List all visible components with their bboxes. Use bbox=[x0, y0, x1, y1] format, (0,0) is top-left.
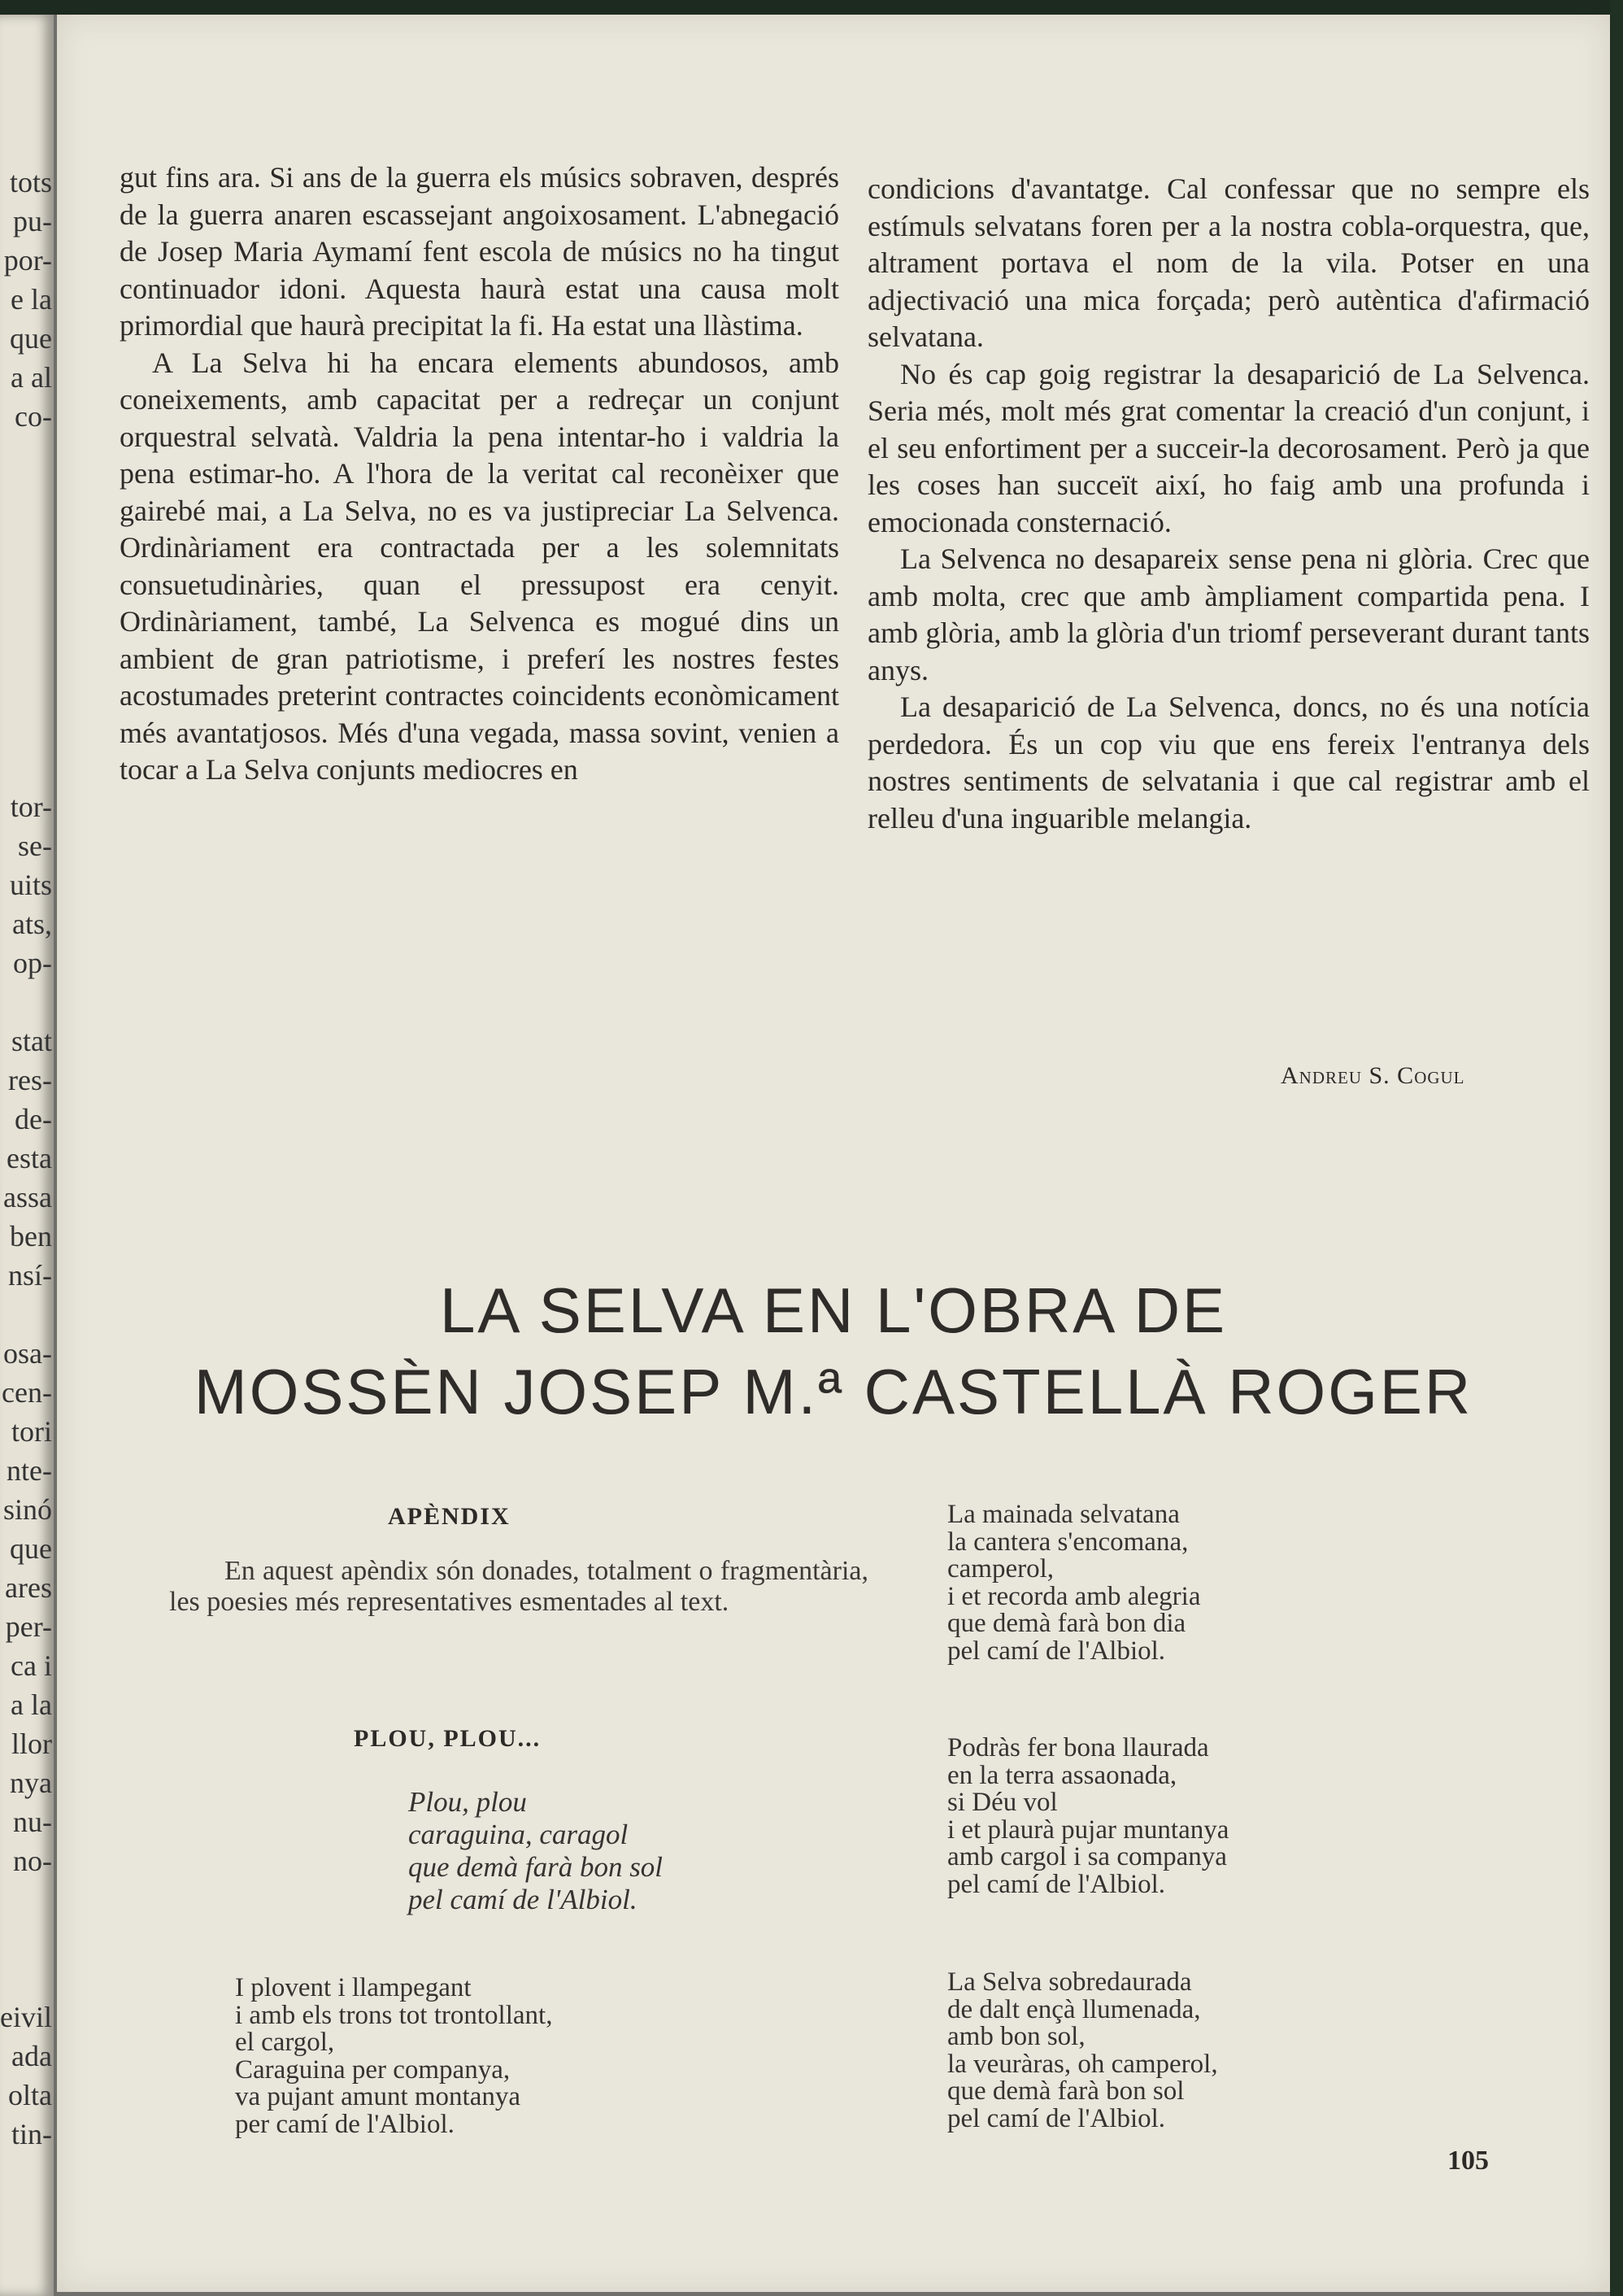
article-title-line1: LA SELVA EN L'OBRA DE bbox=[439, 1274, 1228, 1346]
verse-line: i amb els trons tot trontollant, bbox=[235, 2000, 553, 2030]
poem-stanza-left bbox=[235, 1975, 552, 2138]
verse-line: de dalt ençà llumenada, bbox=[947, 1994, 1201, 2024]
verse-line: amb bon sol, bbox=[947, 2022, 1086, 2051]
facing-page-fragments: tots pu- por- e la que a al co- tor- se- uits ats, op- stat res- de- esta assa ben nsí- osa- cen- tori nte- sinó que ares per- ca i a la llor nya nu- no- eivil ada olta tin- bbox=[0, 166, 52, 2150]
verse-line: Plou, plou bbox=[408, 1786, 527, 1818]
article1-column-right bbox=[868, 171, 1590, 837]
verse-line: camperol, bbox=[947, 1554, 1055, 1584]
article1-column-left bbox=[120, 159, 839, 789]
verse-line: la veuràras, oh camperol, bbox=[947, 2049, 1218, 2079]
verse-line: amb cargol i sa companya bbox=[947, 1842, 1227, 1871]
verse-line: el cargol, bbox=[235, 2028, 335, 2057]
facing-page-edge bbox=[0, 15, 54, 2296]
verse-line: caraguina, caragol bbox=[408, 1819, 629, 1850]
top-edge bbox=[0, 0, 1623, 15]
verse-line: Caraguina per companya, bbox=[235, 2054, 511, 2085]
verse-line: Podràs fer bona llaurada bbox=[947, 1733, 1209, 1762]
article1-paragraph: condicions d'avantatge. Cal confessar que no sempre els estímuls selvatans foren per a la nostra cobla-orquestra, que, altrament portava el nom de la vila. Potser en una adjectivació una mica forçada; però autèntica d'afirmació selvatana. bbox=[868, 172, 1590, 353]
verse-line: si Déu vol bbox=[947, 1788, 1058, 1817]
verse-line: per camí de l'Albiol. bbox=[235, 2109, 455, 2139]
right-edge bbox=[1610, 0, 1623, 2296]
poem-refrain bbox=[408, 1786, 663, 1916]
appendix-intro: En aquest apèndix són donades, totalment o fragmentària, les poesies més representatives esmentades al text. bbox=[169, 1556, 868, 1617]
verse-line: que demà farà bon dia bbox=[947, 1609, 1186, 1638]
article1-paragraph: A La Selva hi ha encara elements abundosos, amb coneixements, amb capacitat per a redreçar un conjunt orquestral selvatà. Valdria la pena intentar-ho i valdria la pena estimar-ho. A l'hora de la veritat cal reconèixer que gairebé mai, a La Selva, no es va justipreciar La Selvenca. Ordinàriament era contractada per a les solemnitats consuetudinàries, quan el pressupost era cenyit. Ordinàriament, també, La Selvenca es mogué dins un ambient de gran patriotisme, i preferí les nostres festes acostumades preterint contractes coincidents econòmicament més avantatjosos. Més d'una vegada, massa sovint, venien a tocar a La Selva conjunts mediocres en bbox=[120, 346, 839, 786]
poem-stanza-right-1 bbox=[947, 1501, 1201, 1665]
verse-line: i et recorda amb alegria bbox=[947, 1581, 1201, 1611]
poem-stanza-right-3 bbox=[947, 1969, 1218, 2133]
verse-line: va pujant amunt montanya bbox=[235, 2082, 520, 2111]
verse-line: i et plaurà pujar muntanya bbox=[947, 1815, 1229, 1845]
article1-paragraph: No és cap goig registrar la desaparició de La Selvenca. Seria més, molt més grat comentar la creació d'un conjunt, i el seu enfortiment per a succeir-la decorosament. Però ja que les coses han succeït així, ho faig amb una profunda i emocionada consternació. bbox=[868, 357, 1590, 538]
verse-line: I plovent i llampegant bbox=[235, 1973, 472, 2002]
poem-stanza-right-2 bbox=[947, 1735, 1229, 1898]
verse-line: pel camí de l'Albiol. bbox=[947, 2103, 1166, 2133]
author-signature: Andreu S. Cogul bbox=[1281, 1062, 1465, 1089]
verse-line: La Selva sobredaurada bbox=[947, 1967, 1192, 1997]
poem-title: PLOU, PLOU... bbox=[354, 1725, 542, 1752]
verse-line: que demà farà bon sol bbox=[408, 1851, 664, 1883]
page-number: 105 bbox=[1447, 2146, 1489, 2176]
article1-paragraph: La Selvenca no desapareix sense pena ni glòria. Crec que amb molta, crec que amb àmpliament compartida pena. I amb glòria, amb la glòria d'un triomf perseverant durant tants anys. bbox=[868, 542, 1590, 686]
article1-paragraph: La desaparició de La Selvenca, doncs, no és una notícia perdedora. És un cop viu que ens fereix l'entranya dels nostres sentiments de selvatania i que cal registrar amb el relleu d'una inguarible melangia. bbox=[868, 691, 1590, 834]
magazine-page bbox=[57, 15, 1610, 2292]
verse-line: La mainada selvatana bbox=[947, 1500, 1180, 1529]
verse-line: la cantera s'encomana, bbox=[947, 1527, 1189, 1557]
verse-line: pel camí de l'Albiol. bbox=[408, 1884, 637, 1915]
article-title-line2: MOSSÈN JOSEP M.ª CASTELLÀ ROGER bbox=[194, 1356, 1473, 1427]
verse-line: que demà farà bon sol bbox=[947, 2076, 1185, 2106]
verse-line: pel camí de l'Albiol. bbox=[947, 1636, 1166, 1666]
verse-line: pel camí de l'Albiol. bbox=[947, 1869, 1166, 1899]
verse-line: en la terra assaonada, bbox=[947, 1760, 1177, 1790]
appendix-heading: APÈNDIX bbox=[388, 1503, 511, 1530]
article1-paragraph: gut fins ara. Si ans de la guerra els músics sobraven, després de la guerra anaren escassejant angoixosament. L'abnegació de Josep Maria Aymamí fent escola de músics no ha tingut continuador idoni. Aquesta haurà estat una causa molt primordial que haurà precipitat la fi. Ha estat una llàstima. bbox=[120, 161, 839, 342]
